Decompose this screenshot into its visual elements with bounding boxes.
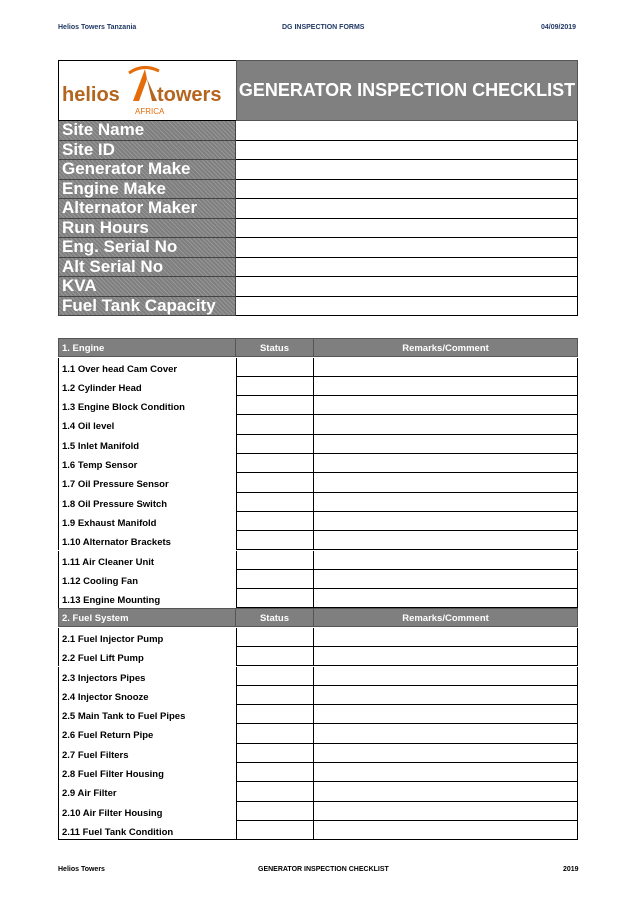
remarks-field[interactable] — [314, 512, 578, 531]
checklist-item-label: 1.13 Engine Mounting — [58, 589, 236, 608]
remarks-field[interactable] — [314, 531, 578, 550]
info-value-field[interactable] — [236, 199, 578, 219]
status-field[interactable] — [236, 667, 314, 686]
checklist-item-label: 1.9 Exhaust Manifold — [58, 512, 236, 531]
status-field[interactable] — [236, 473, 314, 492]
info-value-field[interactable] — [236, 258, 578, 278]
status-field[interactable] — [236, 493, 314, 512]
logo-word-towers: towers — [157, 84, 222, 106]
checklist-item-label: 2.1 Fuel Injector Pump — [58, 628, 236, 647]
checklist-row — [58, 435, 578, 454]
info-row — [58, 297, 578, 317]
status-field[interactable] — [236, 570, 314, 589]
status-field[interactable] — [236, 551, 314, 570]
remarks-column-header: Remarks/Comment — [314, 608, 578, 627]
info-value-field[interactable] — [236, 297, 578, 317]
checklist-row — [58, 454, 578, 473]
footer-company: Helios Towers — [58, 866, 105, 873]
checklist-row — [58, 377, 578, 396]
logo-word-helios: helios — [62, 84, 120, 106]
info-label: Fuel Tank Capacity — [58, 297, 236, 317]
company-logo — [58, 60, 236, 121]
checklist-row — [58, 493, 578, 512]
checklist-row — [58, 628, 578, 647]
section-header — [58, 338, 578, 357]
checklist-item-label: 2.6 Fuel Return Pipe — [58, 724, 236, 743]
status-field[interactable] — [236, 377, 314, 396]
checklist-item-label: 1.4 Oil level — [58, 415, 236, 434]
info-label: Alternator Maker — [58, 199, 236, 219]
info-label: KVA — [58, 277, 236, 297]
remarks-field[interactable] — [314, 435, 578, 454]
checklist-item-label: 1.3 Engine Block Condition — [58, 396, 236, 415]
checklist-row — [58, 647, 578, 666]
info-label: Eng. Serial No — [58, 238, 236, 258]
helios-towers-logo — [59, 61, 235, 120]
checklist-item-label: 1.7 Oil Pressure Sensor — [58, 473, 236, 492]
status-field[interactable] — [236, 358, 314, 377]
status-field[interactable] — [236, 647, 314, 666]
checklist-row — [58, 512, 578, 531]
status-field[interactable] — [236, 782, 314, 801]
info-label: Generator Make — [58, 160, 236, 180]
checklist-row — [58, 802, 578, 821]
remarks-field[interactable] — [314, 473, 578, 492]
info-value-field[interactable] — [236, 219, 578, 239]
info-value-field[interactable] — [236, 238, 578, 258]
footer-title: GENERATOR INSPECTION CHECKLIST — [258, 866, 389, 873]
info-row — [58, 121, 578, 141]
remarks-field[interactable] — [314, 802, 578, 821]
checklist-row — [58, 744, 578, 763]
remarks-field[interactable] — [314, 628, 578, 647]
remarks-field[interactable] — [314, 396, 578, 415]
info-row — [58, 238, 578, 258]
info-label: Site ID — [58, 141, 236, 161]
checklist-item-label: 1.10 Alternator Brackets — [58, 531, 236, 550]
checklist-row — [58, 763, 578, 782]
checklist-item-label: 2.5 Main Tank to Fuel Pipes — [58, 705, 236, 724]
checklist-row — [58, 589, 578, 608]
checklist-row — [58, 551, 578, 570]
header-form-name: DG INSPECTION FORMS — [282, 24, 365, 31]
remarks-field[interactable] — [314, 647, 578, 666]
status-field[interactable] — [236, 454, 314, 473]
remarks-field[interactable] — [314, 358, 578, 377]
checklist-item-label: 2.11 Fuel Tank Condition — [58, 821, 236, 840]
checklist-row — [58, 667, 578, 686]
checklist-row — [58, 782, 578, 801]
info-label: Alt Serial No — [58, 258, 236, 278]
remarks-column-header: Remarks/Comment — [314, 338, 578, 357]
info-value-field[interactable] — [236, 141, 578, 161]
status-field[interactable] — [236, 705, 314, 724]
status-field[interactable] — [236, 763, 314, 782]
info-row — [58, 199, 578, 219]
status-field[interactable] — [236, 744, 314, 763]
status-field[interactable] — [236, 628, 314, 647]
checklist-item-label: 1.11 Air Cleaner Unit — [58, 551, 236, 570]
checklist-row — [58, 570, 578, 589]
checklist-item-label: 1.6 Temp Sensor — [58, 454, 236, 473]
section-header — [58, 608, 578, 627]
header-company: Helios Towers Tanzania — [58, 24, 137, 31]
info-row — [58, 258, 578, 278]
info-row — [58, 160, 578, 180]
status-field[interactable] — [236, 531, 314, 550]
checklist-item-label: 2.4 Injector Snooze — [58, 686, 236, 705]
info-value-field[interactable] — [236, 121, 578, 141]
header-date: 04/09/2019 — [541, 24, 577, 31]
status-field[interactable] — [236, 686, 314, 705]
checklist-item-label: 1.1 Over head Cam Cover — [58, 358, 236, 377]
status-field[interactable] — [236, 821, 314, 840]
checklist-row — [58, 686, 578, 705]
form-title: GENERATOR INSPECTION CHECKLIST — [236, 60, 578, 121]
remarks-field[interactable] — [314, 763, 578, 782]
status-column-header: Status — [236, 338, 314, 357]
status-field[interactable] — [236, 512, 314, 531]
checklist-row — [58, 821, 578, 840]
remarks-field[interactable] — [314, 493, 578, 512]
checklist-row — [58, 396, 578, 415]
checklist-item-label: 1.8 Oil Pressure Switch — [58, 493, 236, 512]
checklist-row — [58, 473, 578, 492]
info-value-field[interactable] — [236, 180, 578, 200]
remarks-field[interactable] — [314, 744, 578, 763]
info-row — [58, 180, 578, 200]
info-value-field[interactable] — [236, 160, 578, 180]
remarks-field[interactable] — [314, 551, 578, 570]
info-row — [58, 141, 578, 161]
checklist-row — [58, 724, 578, 743]
status-field[interactable] — [236, 435, 314, 454]
checklist-item-label: 2.8 Fuel Filter Housing — [58, 763, 236, 782]
status-field[interactable] — [236, 589, 314, 608]
checklist-item-label: 2.7 Fuel Filters — [58, 744, 236, 763]
status-field[interactable] — [236, 415, 314, 434]
info-row — [58, 219, 578, 239]
info-label: Site Name — [58, 121, 236, 141]
info-value-field[interactable] — [236, 277, 578, 297]
remarks-field[interactable] — [314, 454, 578, 473]
remarks-field[interactable] — [314, 570, 578, 589]
checklist-row — [58, 358, 578, 377]
checklist-row — [58, 415, 578, 434]
remarks-field[interactable] — [314, 667, 578, 686]
logo-word-africa: AFRICA — [135, 107, 165, 116]
remarks-field[interactable] — [314, 686, 578, 705]
remarks-field[interactable] — [314, 705, 578, 724]
status-field[interactable] — [236, 724, 314, 743]
checklist-item-label: 2.2 Fuel Lift Pump — [58, 647, 236, 666]
checklist-item-label: 1.2 Cylinder Head — [58, 377, 236, 396]
remarks-field[interactable] — [314, 589, 578, 608]
section-title: 1. Engine — [58, 338, 236, 357]
section-title: 2. Fuel System — [58, 608, 236, 627]
info-label: Run Hours — [58, 219, 236, 239]
checklist-item-label: 1.12 Cooling Fan — [58, 570, 236, 589]
checklist-row — [58, 705, 578, 724]
checklist-item-label: 2.9 Air Filter — [58, 782, 236, 801]
remarks-field[interactable] — [314, 782, 578, 801]
info-label: Engine Make — [58, 180, 236, 200]
footer-year: 2019 — [563, 866, 579, 873]
checklist-item-label: 2.10 Air Filter Housing — [58, 802, 236, 821]
remarks-field[interactable] — [314, 415, 578, 434]
checklist-item-label: 2.3 Injectors Pipes — [58, 667, 236, 686]
remarks-field[interactable] — [314, 821, 578, 840]
checklist-item-label: 1.5 Inlet Manifold — [58, 435, 236, 454]
checklist-row — [58, 531, 578, 550]
remarks-field[interactable] — [314, 377, 578, 396]
status-column-header: Status — [236, 608, 314, 627]
info-row — [58, 277, 578, 297]
remarks-field[interactable] — [314, 724, 578, 743]
status-field[interactable] — [236, 396, 314, 415]
status-field[interactable] — [236, 802, 314, 821]
